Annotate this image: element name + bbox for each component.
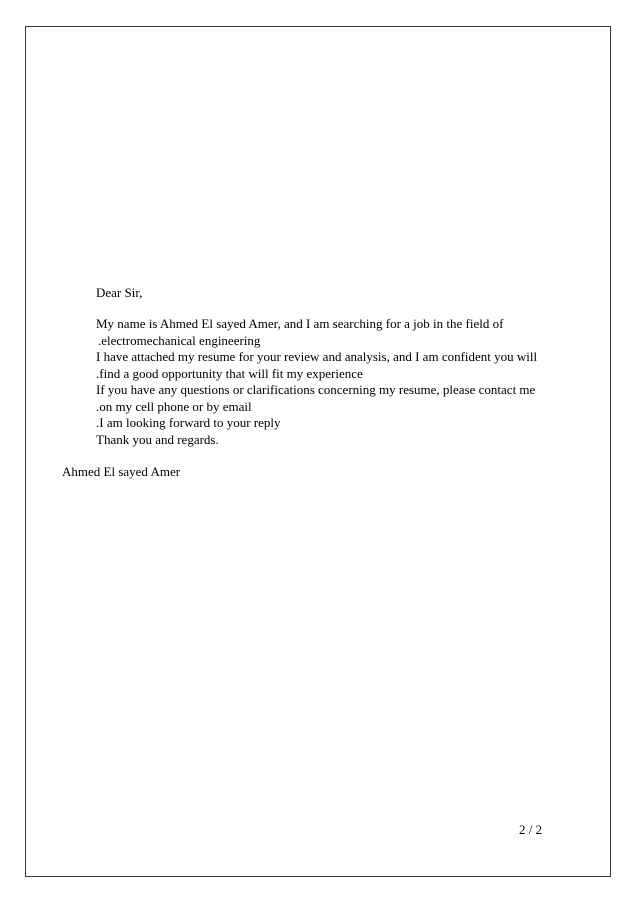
letter-line: If you have any questions or clarifications concerning my resume, please contact me [96,382,536,397]
page-frame [25,26,611,877]
letter-line: .on my cell phone or by email [96,399,252,414]
page-number: 2 / 2 [519,822,543,837]
letter-line: Thank you and regards. [96,432,219,447]
letter-line: .electromechanical engineering [98,333,261,348]
letter-line: I have attached my resume for your review and analysis, and I am confident you will [96,349,538,364]
letter-line: .I am looking forward to your reply [96,415,281,430]
letter-line: .find a good opportunity that will fit my experience [96,366,363,381]
signature: Ahmed El sayed Amer [62,464,181,479]
salutation: Dear Sir, [96,285,143,300]
letter-line: My name is Ahmed El sayed Amer, and I am searching for a job in the field of [96,316,504,331]
